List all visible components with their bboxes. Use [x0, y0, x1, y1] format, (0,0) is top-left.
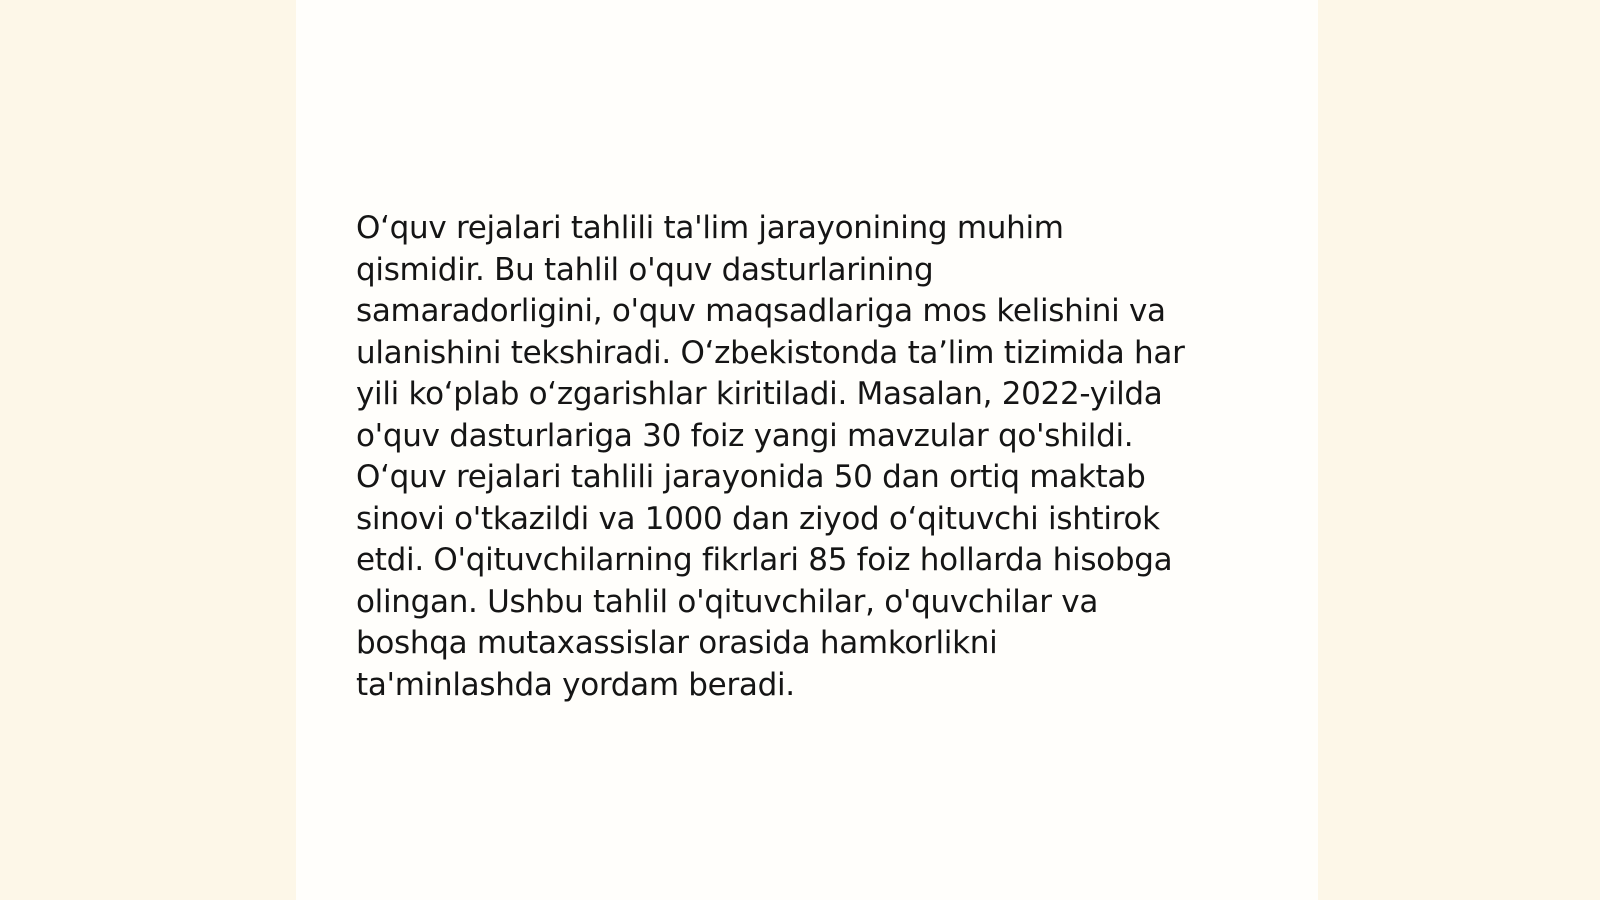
paragraph-line-12: ta'minlashda yordam beradi. [356, 666, 795, 703]
paragraph-line-11: boshqa mutaxassislar orasida hamkorlikni [356, 625, 998, 661]
paragraph-line-9: etdi. O'qituvchilarning fikrlari 85 foiz hollarda hisobga [356, 542, 1173, 578]
paragraph-line-5: yili ko‘plab o‘zgarishlar kiritiladi. Masalan, 2022-yilda [356, 376, 1163, 412]
paragraph-line-10: olingan. Ushbu tahlil o'qituvchilar, o'quvchilar va [356, 583, 1099, 620]
paragraph-line-8: sinovi o'tkazildi va 1000 dan ziyod o‘qituvchi ishtirok [356, 500, 1160, 537]
paragraph-line-1: O‘quv rejalari tahlili ta'lim jarayonining muhim [356, 210, 1064, 246]
paragraph-line-4: ulanishini tekshiradi. O‘zbekistonda ta’lim tizimida har [356, 334, 1185, 371]
paragraph-line-7: O‘quv rejalari tahlili jarayonida 50 dan ortiq maktab [356, 459, 1146, 495]
paragraph-line-2: qismidir. Bu tahlil o'quv dasturlarining [356, 251, 934, 288]
paragraph-line-6: o'quv dasturlariga 30 foiz yangi mavzular qo'shildi. [356, 417, 1134, 454]
document-panel [296, 0, 1318, 900]
body-paragraph [356, 208, 1256, 706]
paragraph-line-3: samaradorligini, o'quv maqsadlariga mos kelishini va [356, 293, 1166, 329]
